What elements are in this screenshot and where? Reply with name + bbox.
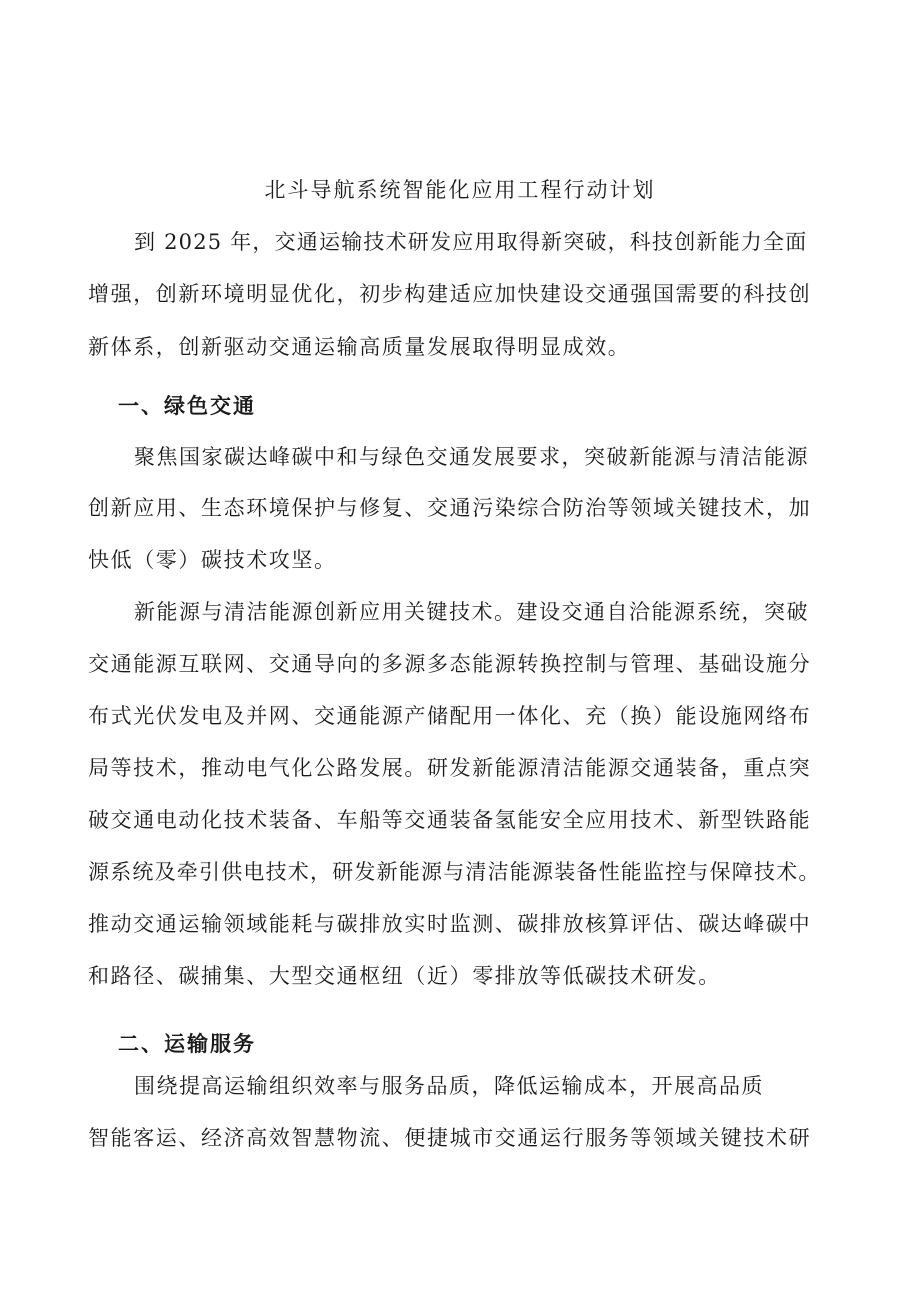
- paragraph-line: 新能源与清洁能源创新应用关键技术。建设交通自洽能源系统，突破: [134, 600, 809, 624]
- paragraph-line: 增强，创新环境明显优化，初步构建适应加快建设交通强国需要的科技创: [88, 282, 812, 306]
- paragraph-line: 局等技术，推动电气化公路发展。研发新能源清洁能源交通装备，重点突: [88, 756, 812, 780]
- document-title: 北斗导航系统智能化应用工程行动计划: [264, 178, 656, 202]
- paragraph-line: 源系统及牵引供电技术，研发新能源与清洁能源装备性能监控与保障技术。: [88, 860, 821, 884]
- paragraph-line: 和路径、碳捕集、大型交通枢纽（近）零排放等低碳技术研发。: [88, 964, 721, 988]
- paragraph-line: 新体系，创新驱动交通运输高质量发展取得明显成效。: [88, 335, 631, 359]
- paragraph-line: 推动交通运输领域能耗与碳排放实时监测、碳排放核算评估、碳达峰碳中: [88, 912, 812, 936]
- paragraph-line: 到 2025 年，交通运输技术研发应用取得新突破，科技创新能力全面: [134, 230, 808, 254]
- section-heading-transport-services: 二、运输服务: [118, 1031, 256, 1056]
- paragraph-line: 智能客运、经济高效智慧物流、便捷城市交通运行服务等领域关键技术研: [88, 1126, 812, 1150]
- section-heading-green-transport: 一、绿色交通: [118, 393, 256, 418]
- paragraph-line: 破交通电动化技术装备、车船等交通装备氢能安全应用技术、新型铁路能: [88, 808, 812, 832]
- paragraph-line: 交通能源互联网、交通导向的多源多态能源转换控制与管理、基础设施分: [88, 652, 812, 676]
- paragraph-line: 布式光伏发电及并网、交通能源产储配用一体化、充（换）能设施网络布: [88, 704, 812, 728]
- paragraph-line: 围绕提高运输组织效率与服务品质，降低运输成本，开展高品质: [134, 1074, 764, 1098]
- paragraph-line: 聚焦国家碳达峰碳中和与绿色交通发展要求，突破新能源与清洁能源: [134, 445, 809, 469]
- paragraph-line: 快低（零）碳技术攻坚。: [88, 548, 337, 572]
- paragraph-line: 创新应用、生态环境保护与修复、交通污染综合防治等领域关键技术，加: [88, 496, 812, 520]
